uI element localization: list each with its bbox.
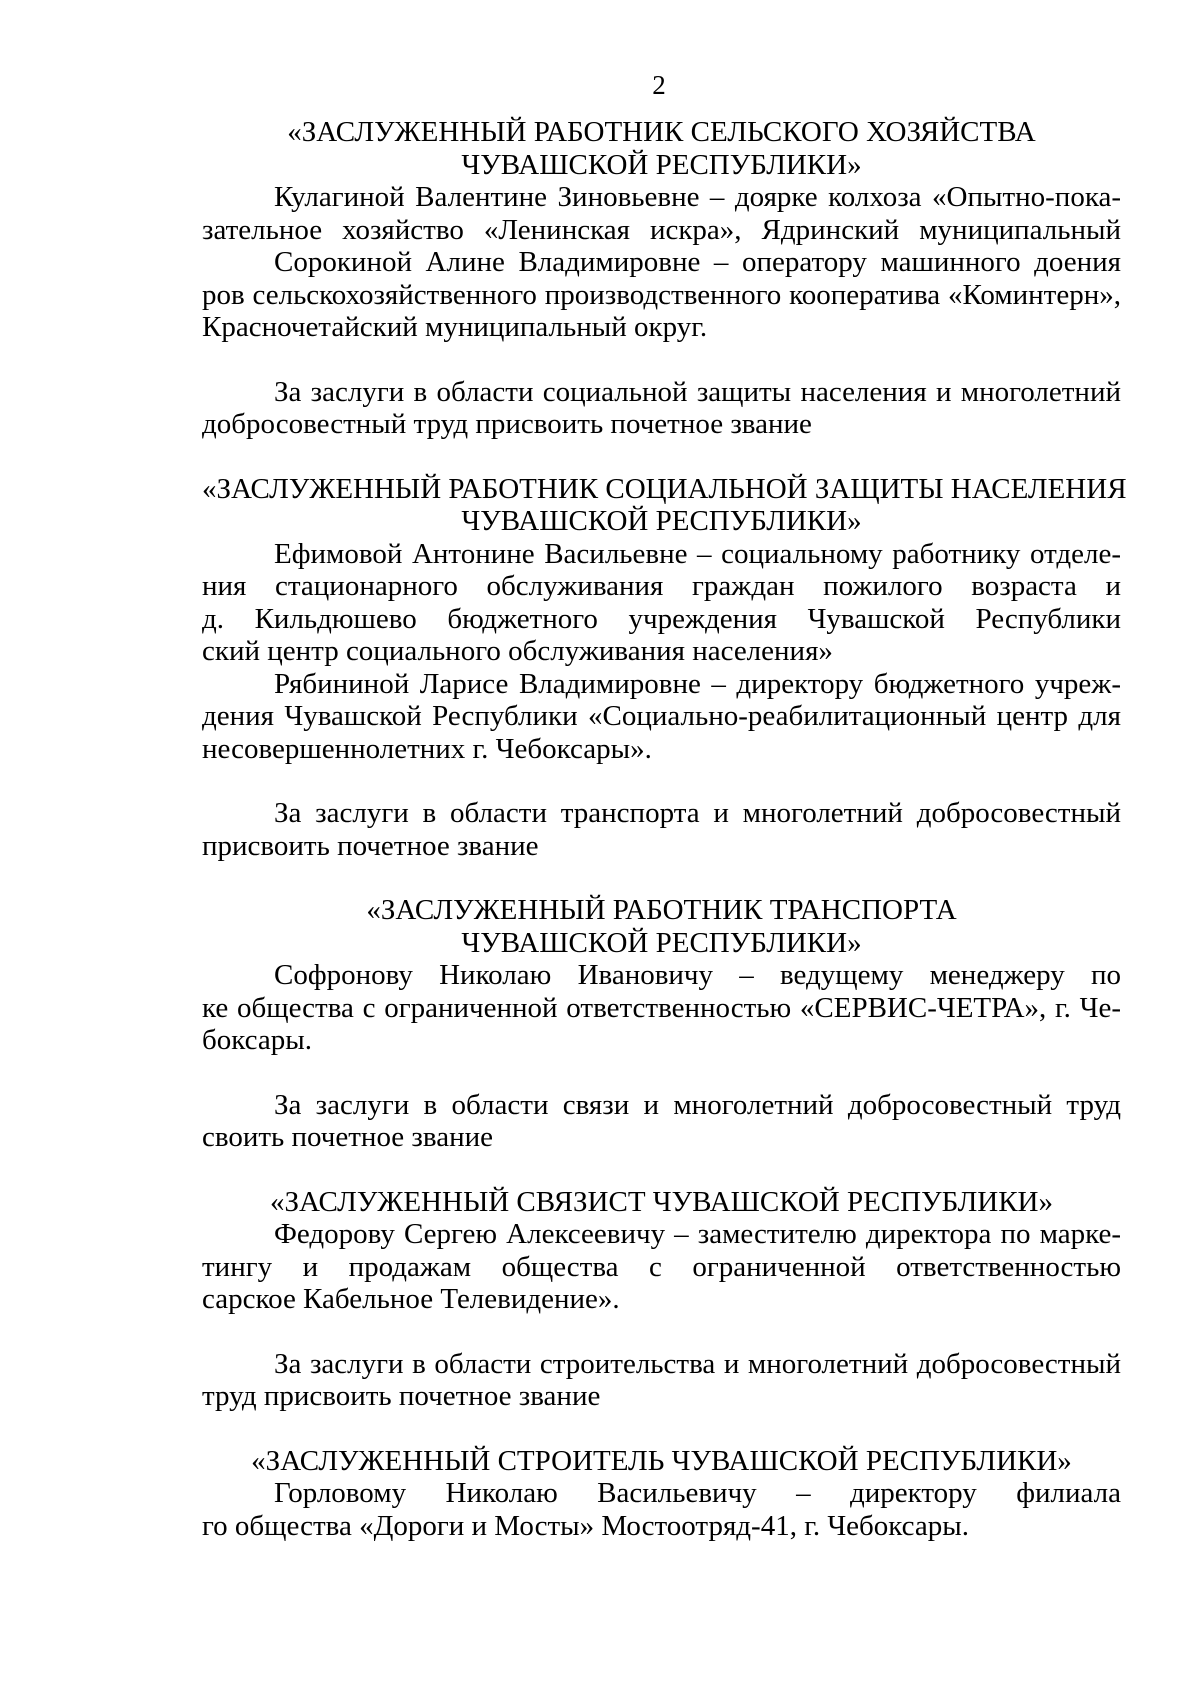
award-section-social: [202, 472, 1127, 766]
nominee-paragraph-line: Ефимовой Антонине Васильевне – социальному работнику отделе-: [274, 537, 1121, 570]
award-intro-communications: [202, 1089, 1121, 1154]
award-section-construction: [202, 1445, 1121, 1543]
award-intro-construction: [202, 1348, 1121, 1413]
intro-paragraph-line: добросовестный труд присвоить почетное звание: [202, 408, 812, 440]
document-body: [202, 116, 1127, 1542]
nominee-paragraph-line: сарское Кабельное Телевидение».: [202, 1283, 620, 1315]
award-section-agriculture: [202, 116, 1121, 344]
award-intro-transport: [202, 797, 1121, 862]
intro-paragraph-line: За заслуги в области транспорта и многолетний добросовестный: [274, 797, 1121, 829]
award-title-line: «ЗАСЛУЖЕННЫЙ РАБОТНИК ТРАНСПОРТА: [366, 894, 957, 926]
page-number: 2: [652, 70, 666, 100]
nominee-paragraph-line: д. Кильдюшево бюджетного учреждения Чувашской Республики: [202, 602, 1121, 635]
nominee-paragraph-line: дения Чувашской Республики «Социально-реабилитационный центр для: [202, 700, 1121, 732]
award-title-line: ЧУВАШСКОЙ РЕСПУБЛИКИ»: [461, 505, 862, 537]
intro-paragraph-line: За заслуги в области связи и многолетний добросовестный труд: [274, 1088, 1121, 1121]
intro-paragraph-line: труд присвоить почетное звание: [202, 1380, 601, 1412]
nominee-paragraph-line: ния стационарного обслуживания граждан пожилого возраста и: [202, 570, 1121, 602]
award-title-line: «ЗАСЛУЖЕННЫЙ СВЯЗИСТ ЧУВАШСКОЙ РЕСПУБЛИКИ»: [270, 1185, 1053, 1218]
intro-paragraph-line: За заслуги в области социальной защиты населения и многолетний: [274, 375, 1121, 408]
award-section-communications: [202, 1186, 1121, 1316]
nominee-paragraph-line: ский центр социального обслуживания населения»: [202, 635, 833, 667]
award-title-line: «ЗАСЛУЖЕННЫЙ РАБОТНИК СЕЛЬСКОГО ХОЗЯЙСТВА: [287, 116, 1036, 148]
nominee-paragraph-line: несовершеннолетних г. Чебоксары».: [202, 732, 652, 765]
award-intro-social: [202, 376, 1121, 441]
nominee-paragraph-line: Рябининой Ларисе Владимировне – директору бюджетного учреж-: [274, 667, 1121, 700]
award-title-line: ЧУВАШСКОЙ РЕСПУБЛИКИ»: [461, 926, 862, 959]
nominee-paragraph-line: Сорокиной Алине Владимировне – оператору машинного доения: [274, 246, 1121, 278]
award-section-transport: [202, 894, 1121, 1057]
nominee-paragraph-line: ров сельскохозяйственного производственного кооператива «Коминтерн»,: [202, 278, 1121, 311]
nominee-paragraph-line: Горловому Николаю Васильевичу – директору филиала: [274, 1477, 1121, 1509]
intro-paragraph-line: своить почетное звание: [202, 1121, 493, 1153]
nominee-paragraph-line: Красночетайский муниципальный округ.: [202, 311, 708, 343]
nominee-paragraph-line: го общества «Дороги и Мосты» Мостоотряд-41, г. Чебоксары.: [202, 1509, 969, 1542]
nominee-paragraph-line: тингу и продажам общества с ограниченной ответственностью: [202, 1250, 1121, 1283]
nominee-paragraph-line: ке общества с ограниченной ответственностью «СЕРВИС-ЧЕТРА», г. Че-: [202, 991, 1121, 1024]
intro-paragraph-line: За заслуги в области строительства и многолетний добросовестный: [274, 1347, 1121, 1380]
nominee-paragraph-line: Софронову Николаю Ивановичу – ведущему менеджеру по: [274, 959, 1121, 991]
intro-paragraph-line: присвоить почетное звание: [202, 829, 539, 862]
nominee-paragraph-line: Федорову Сергею Алексеевичу – заместителю директора по марке-: [274, 1218, 1121, 1250]
nominee-paragraph-line: Кулагиной Валентине Зиновьевне – доярке колхоза «Опытно-пока-: [274, 181, 1121, 213]
award-title-line: ЧУВАШСКОЙ РЕСПУБЛИКИ»: [461, 148, 862, 181]
award-title-line: «ЗАСЛУЖЕННЫЙ СТРОИТЕЛЬ ЧУВАШСКОЙ РЕСПУБЛИКИ»: [251, 1444, 1072, 1477]
award-title-line: «ЗАСЛУЖЕННЫЙ РАБОТНИК СОЦИАЛЬНОЙ ЗАЩИТЫ НАСЕЛЕНИЯ: [202, 472, 1127, 505]
nominee-paragraph-line: зательное хозяйство «Ленинская искра», Ядринский муниципальный: [202, 213, 1121, 246]
nominee-paragraph-line: боксары.: [202, 1024, 312, 1056]
